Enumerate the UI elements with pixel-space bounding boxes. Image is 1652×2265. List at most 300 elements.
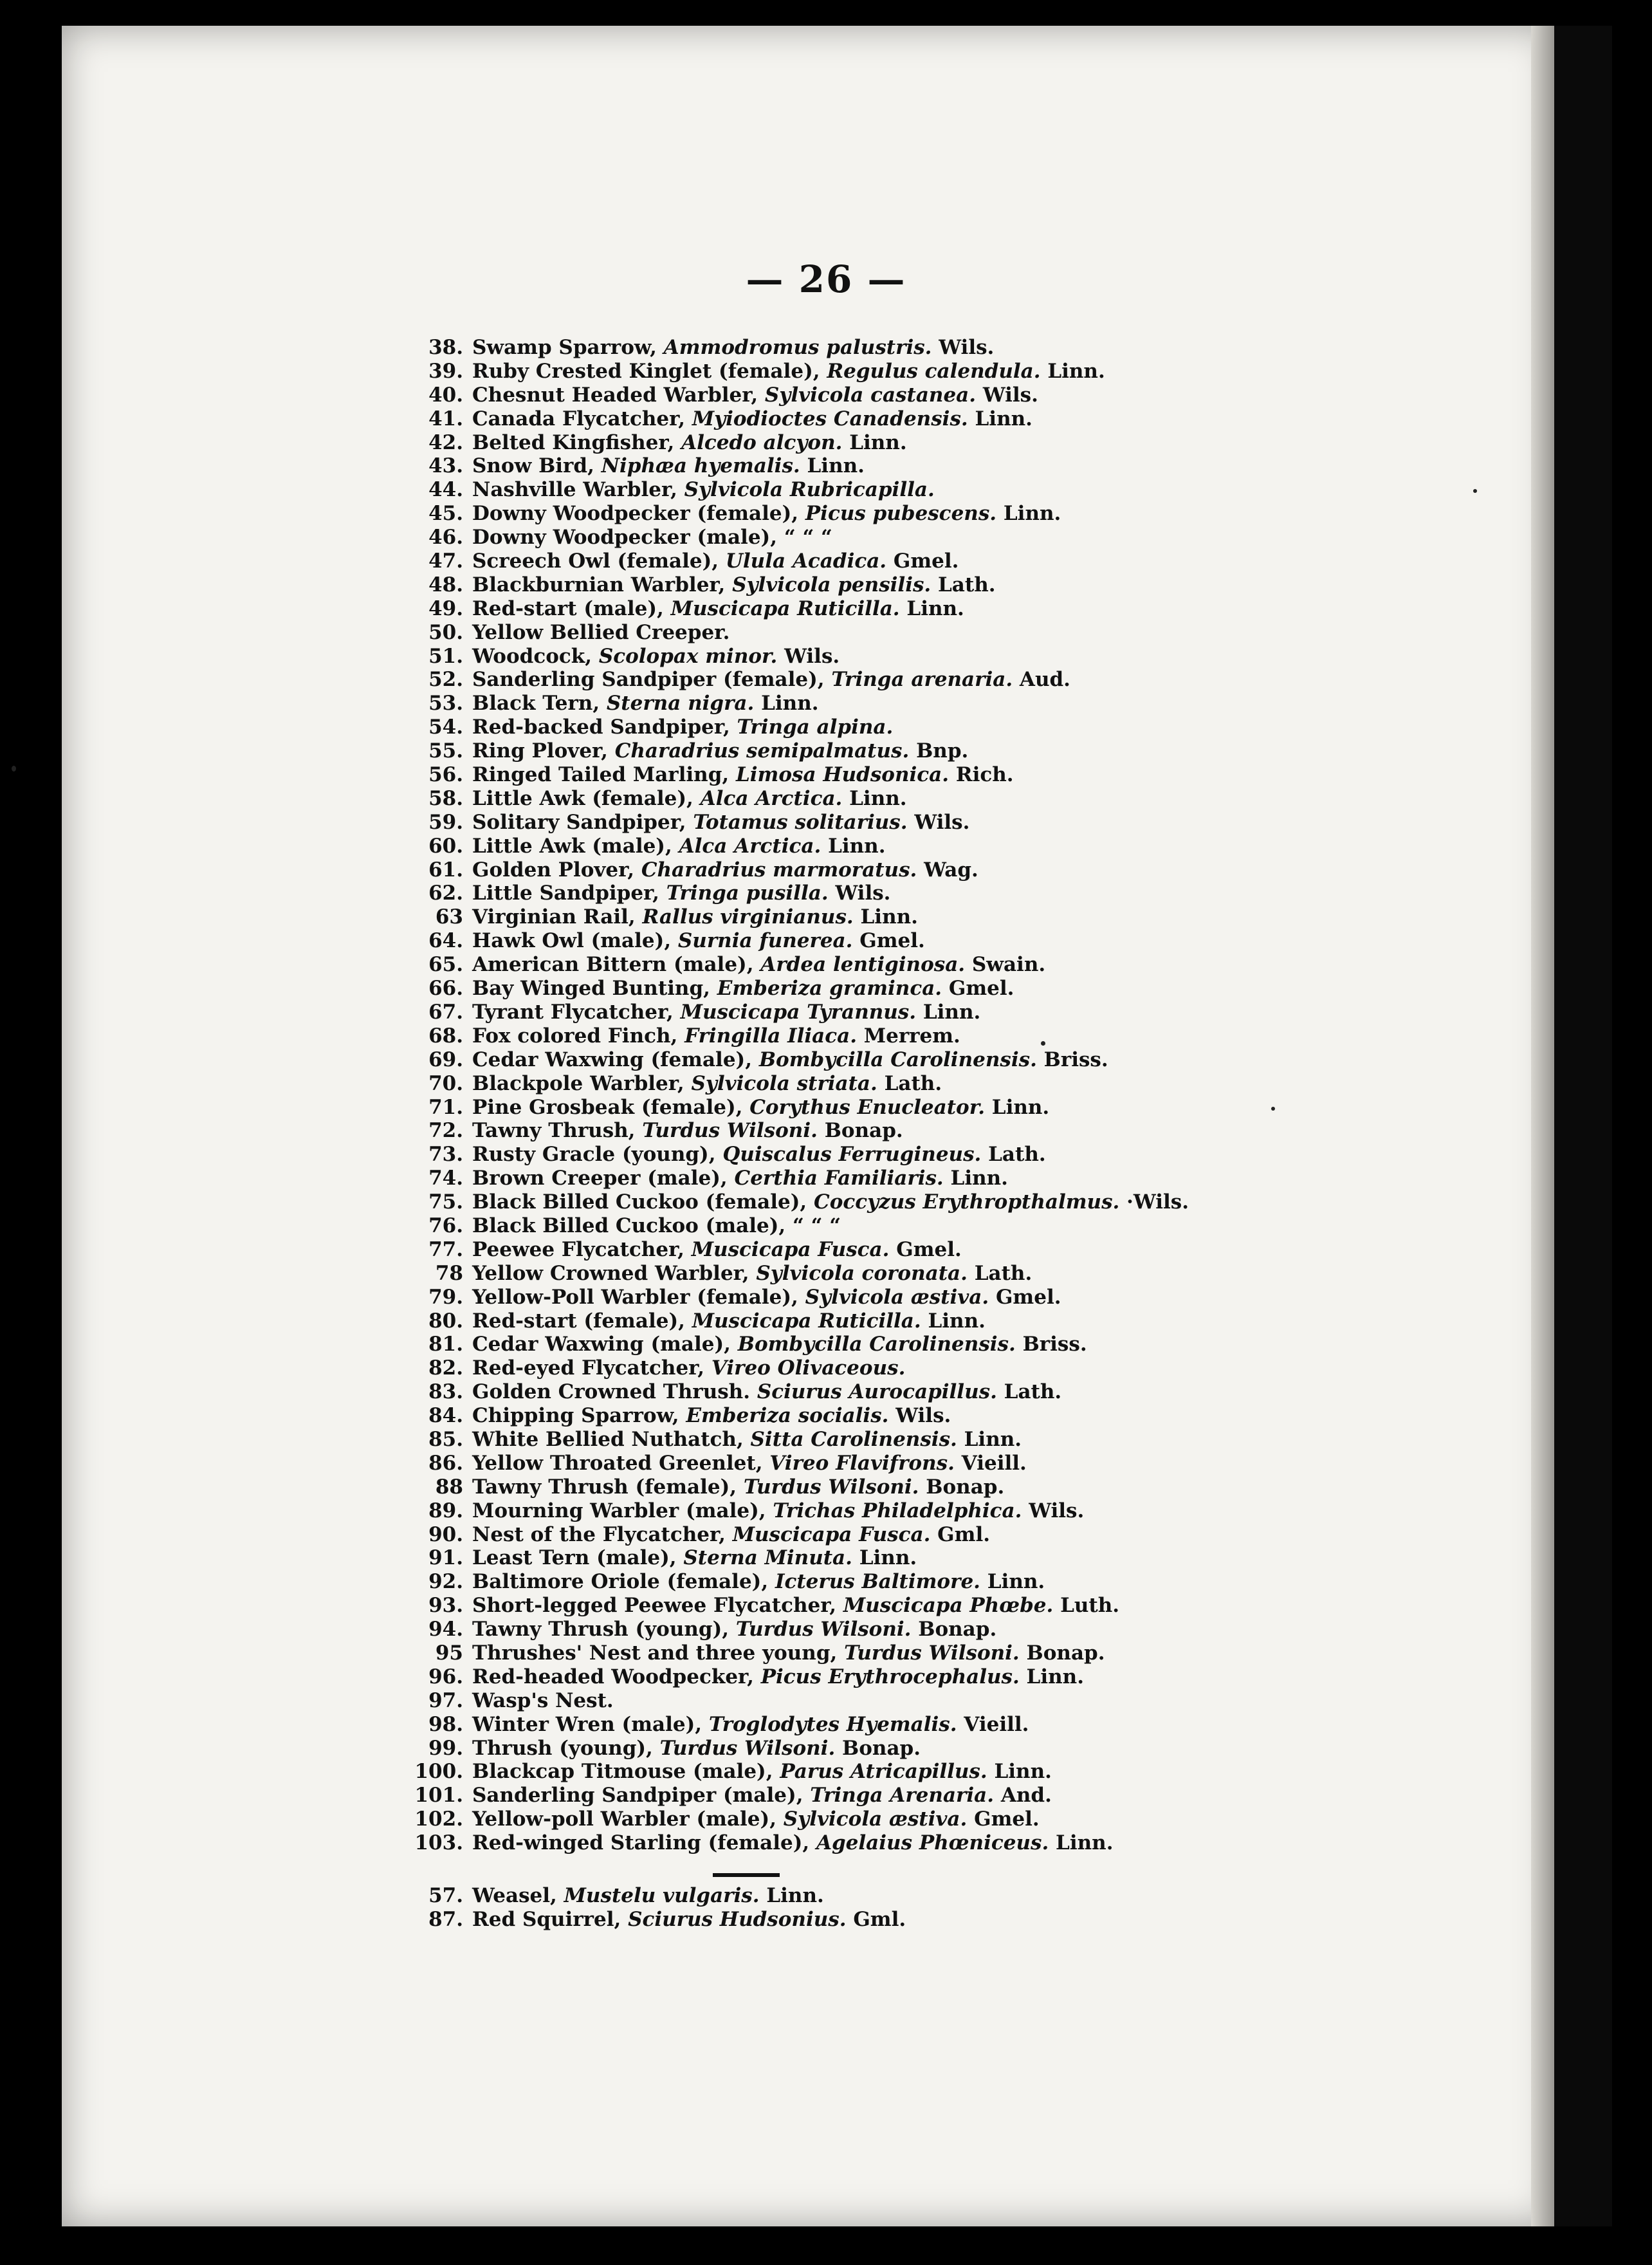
item-number: 74. [428, 1167, 463, 1190]
authority: Gmel. [886, 550, 959, 573]
authority: Linn. [921, 1309, 986, 1333]
list-item [399, 1737, 1492, 1761]
scientific-name: Sterna nigra. [606, 692, 755, 716]
common-name: Thrushes' Nest and three young, [472, 1641, 845, 1665]
authority: Bonap. [919, 1475, 1005, 1499]
common-name: Red-winged Starling (female), [472, 1831, 816, 1855]
scientific-name: Sciurus Aurocapillus. [757, 1380, 997, 1404]
item-text [472, 1689, 614, 1713]
scientific-name: Fringilla Iliaca. [684, 1024, 858, 1048]
authority: Linn. [842, 430, 907, 454]
list-item [399, 431, 1492, 455]
item-text [472, 882, 890, 905]
item-number: 51. [428, 644, 463, 668]
scientific-name: Alca Arctica. [679, 834, 821, 858]
common-name: Weasel, [472, 1884, 564, 1907]
common-name: Red-start (male), [472, 596, 671, 620]
list-item [399, 336, 1492, 360]
common-name: Sanderling Sandpiper (male), [472, 1784, 811, 1807]
item-number: 81. [428, 1333, 463, 1356]
scientific-name: Turdus Wilsoni. [735, 1618, 912, 1641]
scientific-name: Ardea lentiginosa. [760, 953, 966, 977]
scientific-name: Vireo Flavifrons. [769, 1451, 955, 1475]
authority: Gml. [846, 1907, 906, 1931]
common-name: Ringed Tailed Marling, [472, 763, 736, 787]
list-item [399, 1570, 1492, 1594]
item-text [472, 1048, 1108, 1072]
common-name: Mourning Warbler (male), [472, 1499, 773, 1522]
item-number: 71. [428, 1095, 463, 1119]
scientific-name: Ulula Acadica. [725, 550, 887, 573]
item-text [472, 929, 925, 953]
item-text [472, 1143, 1046, 1167]
authority: Merrem. [857, 1024, 960, 1048]
common-name: Golden Crowned Thrush. [472, 1380, 757, 1404]
list-item [399, 1523, 1492, 1547]
scientific-name: Certhia Familiaris. [734, 1167, 944, 1190]
item-number: 72. [428, 1119, 463, 1143]
common-name: Tawny Thrush (female), [472, 1475, 744, 1499]
common-name: Red-backed Sandpiper, [472, 716, 737, 739]
item-text [472, 1262, 1032, 1286]
item-number: 42. [428, 430, 463, 454]
common-name: Yellow-poll Warbler (male), [472, 1807, 784, 1831]
item-number: 45. [428, 502, 463, 526]
item-text [472, 1594, 1119, 1618]
item-text [472, 1665, 1084, 1689]
common-name: Black Billed Cuckoo (female), [472, 1190, 814, 1214]
list-item [399, 1262, 1492, 1286]
item-number: 49. [428, 596, 463, 620]
authority: Gml. [930, 1522, 991, 1546]
item-number: 89. [428, 1499, 463, 1522]
item-number: 59. [428, 810, 463, 834]
item-text [472, 858, 978, 882]
item-number: 53. [428, 692, 463, 716]
item-number: 102. [414, 1807, 463, 1831]
item-number: 44. [428, 478, 463, 502]
item-text [472, 431, 907, 455]
item-text [472, 1428, 1022, 1452]
list-item [399, 597, 1492, 621]
item-text [472, 835, 886, 858]
common-name: Winter Wren (male), [472, 1712, 709, 1736]
list-item [399, 454, 1492, 478]
list-item [399, 1167, 1492, 1190]
item-text [472, 1760, 1052, 1784]
item-number: 82. [428, 1356, 463, 1380]
book-spine-shadow [1554, 26, 1612, 2226]
scientific-name: Parus Atricapillus. [780, 1760, 987, 1784]
scientific-name: Tringa pusilla. [666, 882, 829, 905]
list-item [399, 1096, 1492, 1120]
item-text [472, 478, 935, 502]
common-name: Least Tern (male), [472, 1546, 684, 1570]
common-name: Virginian Rail, [472, 905, 643, 929]
item-number: 97. [428, 1688, 463, 1712]
list-item [399, 1452, 1492, 1475]
item-text [472, 1908, 906, 1932]
scientific-name: Turdus Wilsoni. [743, 1475, 919, 1499]
scientific-name: Charadrius semipalmatus. [614, 739, 910, 763]
item-number: 88 [435, 1475, 463, 1499]
supplementary-specimen-list [399, 1884, 1492, 1932]
common-name: Sanderling Sandpiper (female), [472, 668, 832, 692]
authority: Gmel. [889, 1237, 962, 1261]
item-number: 67. [428, 1000, 463, 1024]
list-item [399, 1618, 1492, 1641]
list-item [399, 1309, 1492, 1333]
item-text [472, 1641, 1105, 1665]
list-item [399, 1689, 1492, 1713]
scientific-name: Picus Erythrocephalus. [760, 1665, 1020, 1688]
scientific-name: Niphæa hyemalis. [601, 454, 800, 478]
item-text [472, 1356, 905, 1380]
common-name: Woodcock, [472, 644, 599, 668]
specimen-list [399, 336, 1492, 1855]
item-text [472, 1214, 841, 1238]
item-number: 83. [428, 1380, 463, 1404]
list-item [399, 621, 1492, 645]
item-text [472, 384, 1038, 407]
common-name: Red-eyed Flycatcher, [472, 1356, 711, 1380]
item-text [472, 1618, 996, 1641]
common-name: Rusty Gracle (young), [472, 1143, 723, 1167]
list-item [399, 1190, 1492, 1214]
scientific-name: Totamus solitarius. [693, 810, 908, 834]
item-number: 96. [428, 1665, 463, 1688]
section-divider [713, 1873, 780, 1877]
scientific-name: Tringa alpina. [737, 716, 894, 739]
list-item [399, 384, 1492, 407]
item-text [472, 1404, 951, 1428]
item-number: 93. [428, 1594, 463, 1618]
common-name: Ring Plover, [472, 739, 615, 763]
common-name: Chesnut Headed Warbler, [472, 383, 765, 407]
item-text [472, 1831, 1114, 1855]
authority: Linn. [821, 834, 886, 858]
list-item [399, 550, 1492, 573]
authority: Lath. [981, 1143, 1046, 1167]
scientific-name: Muscicapa Fusca. [732, 1522, 931, 1546]
list-item [399, 716, 1492, 739]
item-text [472, 621, 730, 645]
authority: Briss. [1036, 1048, 1108, 1071]
authority: Linn. [1019, 1665, 1084, 1688]
authority: Wils. [828, 882, 891, 905]
list-item [399, 858, 1492, 882]
authority: Linn. [980, 1570, 1045, 1594]
authority: Gmel. [967, 1807, 1040, 1831]
item-number: 87. [428, 1907, 463, 1931]
item-text [472, 1119, 903, 1143]
list-item [399, 1665, 1492, 1689]
common-name: Little Awk (female), [472, 786, 701, 810]
scientific-name: Sylvicola pensilis. [732, 573, 932, 596]
item-text [472, 739, 968, 763]
scientific-name: Turdus Wilsoni. [844, 1641, 1020, 1665]
item-text [472, 1452, 1027, 1475]
authority: Linn. [759, 1884, 824, 1907]
item-text [472, 1096, 1049, 1120]
item-text [472, 1167, 1008, 1190]
item-number: 41. [428, 407, 463, 430]
list-item [399, 1499, 1492, 1523]
scientific-name: Muscicapa Ruticilla. [692, 1309, 921, 1333]
item-text [472, 1546, 917, 1570]
list-item [399, 1048, 1492, 1072]
list-item [399, 977, 1492, 1001]
common-name: Little Sandpiper, [472, 882, 666, 905]
item-text [472, 977, 1014, 1001]
item-text [472, 1807, 1040, 1831]
scientific-name: Corythus Enucleator. [749, 1095, 985, 1119]
scan-speck [1271, 1107, 1275, 1111]
list-item [399, 905, 1492, 929]
item-number: 85. [428, 1427, 463, 1451]
list-item [399, 882, 1492, 905]
item-number: 64. [428, 929, 463, 953]
item-number: 103. [414, 1831, 463, 1855]
item-text [472, 1475, 1004, 1499]
item-number: 94. [428, 1618, 463, 1641]
common-name: Brown Creeper (male), [472, 1167, 735, 1190]
paper-edge-shadow [1531, 26, 1554, 2226]
list-item [399, 407, 1492, 431]
authority: Lath. [931, 573, 996, 596]
item-text [472, 668, 1070, 692]
authority: Bnp. [909, 739, 969, 763]
item-number: 73. [428, 1143, 463, 1167]
common-name: Bay Winged Bunting, [472, 977, 717, 1001]
scientific-name: Picus pubescens. [805, 502, 997, 526]
authority: Lath. [877, 1071, 942, 1095]
authority: Linn. [957, 1427, 1022, 1451]
scientific-name: Bombycilla Carolinensis. [758, 1048, 1037, 1071]
item-number: 40. [428, 383, 463, 407]
authority: And. [994, 1784, 1052, 1807]
common-name: Downy Woodpecker (male), “ “ “ [472, 526, 832, 550]
item-number: 43. [428, 454, 463, 478]
list-item [399, 1024, 1492, 1048]
scientific-name: Turdus Wilsoni. [642, 1119, 818, 1143]
item-text [472, 454, 865, 478]
common-name: Belted Kingfisher, [472, 430, 682, 454]
list-item [399, 1214, 1492, 1238]
common-name: Solitary Sandpiper, [472, 810, 693, 834]
item-number: 50. [428, 620, 463, 644]
item-number: 52. [428, 668, 463, 692]
common-name: Baltimore Oriole (female), [472, 1570, 775, 1594]
scientific-name: Sterna Minuta. [683, 1546, 852, 1570]
item-text [472, 526, 832, 550]
scientific-name: Myiodioctes Canadensis. [692, 407, 968, 430]
authority: Bonap. [835, 1736, 921, 1760]
authority: Wils. [932, 336, 995, 359]
scientific-name: Rallus virginianus. [642, 905, 854, 929]
list-item [399, 1908, 1492, 1932]
item-text [472, 1784, 1052, 1807]
list-item [399, 787, 1492, 811]
item-text [472, 407, 1032, 431]
item-text [472, 1333, 1087, 1356]
authority: Bonap. [911, 1618, 997, 1641]
item-text [472, 1024, 960, 1048]
item-number: 69. [428, 1048, 463, 1071]
list-item [399, 692, 1492, 716]
scientific-name: Muscicapa Fusca. [691, 1237, 890, 1261]
authority: Gmel. [989, 1285, 1061, 1309]
scientific-name: Vireo Olivaceous. [711, 1356, 906, 1380]
list-item [399, 1594, 1492, 1618]
list-item [399, 1807, 1492, 1831]
item-number: 66. [428, 977, 463, 1001]
item-text [472, 1570, 1045, 1594]
item-text [472, 787, 907, 811]
authority: Linn. [899, 596, 964, 620]
authority: Linn. [800, 454, 865, 478]
common-name: Nest of the Flycatcher, [472, 1522, 733, 1546]
common-name: Blackpole Warbler, [472, 1071, 692, 1095]
item-text [472, 645, 840, 669]
scientific-name: Tringa Arenaria. [810, 1784, 995, 1807]
common-name: Black Tern, [472, 692, 607, 716]
list-item [399, 1404, 1492, 1428]
authority: Linn. [996, 502, 1061, 526]
authority: Wils. [1022, 1499, 1085, 1522]
list-item [399, 1641, 1492, 1665]
common-name: Red Squirrel, [472, 1907, 629, 1931]
item-number: 62. [428, 882, 463, 905]
scientific-name: Charadrius marmoratus. [641, 858, 917, 882]
item-text [472, 716, 893, 739]
scan-speck [1041, 1041, 1045, 1046]
authority: Linn. [842, 786, 907, 810]
scientific-name: Alca Arctica. [700, 786, 843, 810]
item-text [472, 953, 1045, 977]
authority: Linn. [1040, 359, 1105, 383]
scientific-name: Sylvicola castanea. [764, 383, 977, 407]
common-name: Tawny Thrush (young), [472, 1618, 736, 1641]
scientific-name: Alcedo alcyon. [681, 430, 843, 454]
item-number: 48. [428, 573, 463, 596]
item-number: 75. [428, 1190, 463, 1214]
scientific-name: Bombycilla Carolinensis. [737, 1333, 1016, 1356]
authority: Swain. [965, 953, 1046, 977]
authority: Lath. [996, 1380, 1062, 1404]
scientific-name: Scolopax minor. [598, 644, 778, 668]
authority: Linn. [916, 1000, 981, 1024]
common-name: Thrush (young), [472, 1736, 660, 1760]
scientific-name: Muscicapa Tyrannus. [680, 1000, 917, 1024]
scientific-name: Quiscalus Ferrugineus. [722, 1143, 982, 1167]
scientific-name: Sciurus Hudsonius. [628, 1907, 847, 1931]
scientific-name: Muscicapa Phœbe. [843, 1594, 1054, 1618]
list-item [399, 1072, 1492, 1096]
authority: ·Wils. [1119, 1190, 1189, 1214]
scientific-name: Troglodytes Hyemalis. [708, 1712, 957, 1736]
item-number: 78 [435, 1261, 463, 1285]
common-name: Canada Flycatcher, [472, 407, 692, 430]
list-item [399, 1475, 1492, 1499]
authority: Linn. [754, 692, 819, 716]
scientific-name: Agelaius Phœniceus. [816, 1831, 1049, 1855]
item-text [472, 1884, 824, 1908]
item-text [472, 1380, 1061, 1404]
common-name: Wasp's Nest. [472, 1688, 614, 1712]
item-text [472, 811, 969, 835]
item-number: 77. [428, 1237, 463, 1261]
item-text [472, 1072, 942, 1096]
item-number: 54. [428, 716, 463, 739]
item-number: 68. [428, 1024, 463, 1048]
item-number: 86. [428, 1451, 463, 1475]
common-name: Screech Owl (female), [472, 550, 726, 573]
scientific-name: Sitta Carolinensis. [750, 1427, 957, 1451]
list-item [399, 478, 1492, 502]
item-number: 95 [435, 1641, 463, 1665]
authority: Luth. [1053, 1594, 1120, 1618]
item-number: 80. [428, 1309, 463, 1333]
common-name: Swamp Sparrow, [472, 336, 664, 359]
item-number: 55. [428, 739, 463, 763]
list-item [399, 1760, 1492, 1784]
common-name: Fox colored Finch, [472, 1024, 685, 1048]
authority: Wag. [917, 858, 978, 882]
list-item [399, 1784, 1492, 1807]
scientific-name: Coccyzus Erythropthalmus. [814, 1190, 1120, 1214]
list-item [399, 953, 1492, 977]
list-item [399, 1333, 1492, 1356]
authority: Linn. [853, 905, 918, 929]
list-item [399, 1713, 1492, 1737]
common-name: Short-legged Peewee Flycatcher, [472, 1594, 843, 1618]
list-item [399, 526, 1492, 550]
authority: Wils. [907, 810, 970, 834]
common-name: Nashville Warbler, [472, 478, 684, 502]
scientific-name: Sylvicola striata. [691, 1071, 877, 1095]
item-number: 65. [428, 953, 463, 977]
scan-speck [12, 766, 16, 772]
common-name: Red-headed Woodpecker, [472, 1665, 761, 1688]
common-name: White Bellied Nuthatch, [472, 1427, 751, 1451]
item-number: 63 [435, 905, 463, 929]
scientific-name: Sylvicola Rubricapilla. [684, 478, 935, 502]
common-name: Blackburnian Warbler, [472, 573, 733, 596]
list-item [399, 811, 1492, 835]
list-item [399, 1831, 1492, 1855]
item-text [472, 336, 994, 360]
list-item [399, 502, 1492, 526]
authority: Wils. [777, 644, 840, 668]
item-text [472, 905, 918, 929]
item-text [472, 1001, 980, 1024]
item-number: 47. [428, 550, 463, 573]
list-item [399, 1380, 1492, 1404]
scientific-name: Limosa Hudsonica. [735, 763, 950, 787]
list-item [399, 929, 1492, 953]
item-number: 101. [414, 1784, 463, 1807]
list-item [399, 1356, 1492, 1380]
item-number: 100. [414, 1760, 463, 1784]
list-item [399, 739, 1492, 763]
list-item [399, 1001, 1492, 1024]
scientific-name: Emberiza socialis. [686, 1404, 889, 1428]
item-number: 39. [428, 359, 463, 383]
authority: Bonap. [1019, 1641, 1105, 1665]
scientific-name: Sylvicola æstiva. [805, 1285, 989, 1309]
scientific-name: Muscicapa Ruticilla. [670, 596, 900, 620]
